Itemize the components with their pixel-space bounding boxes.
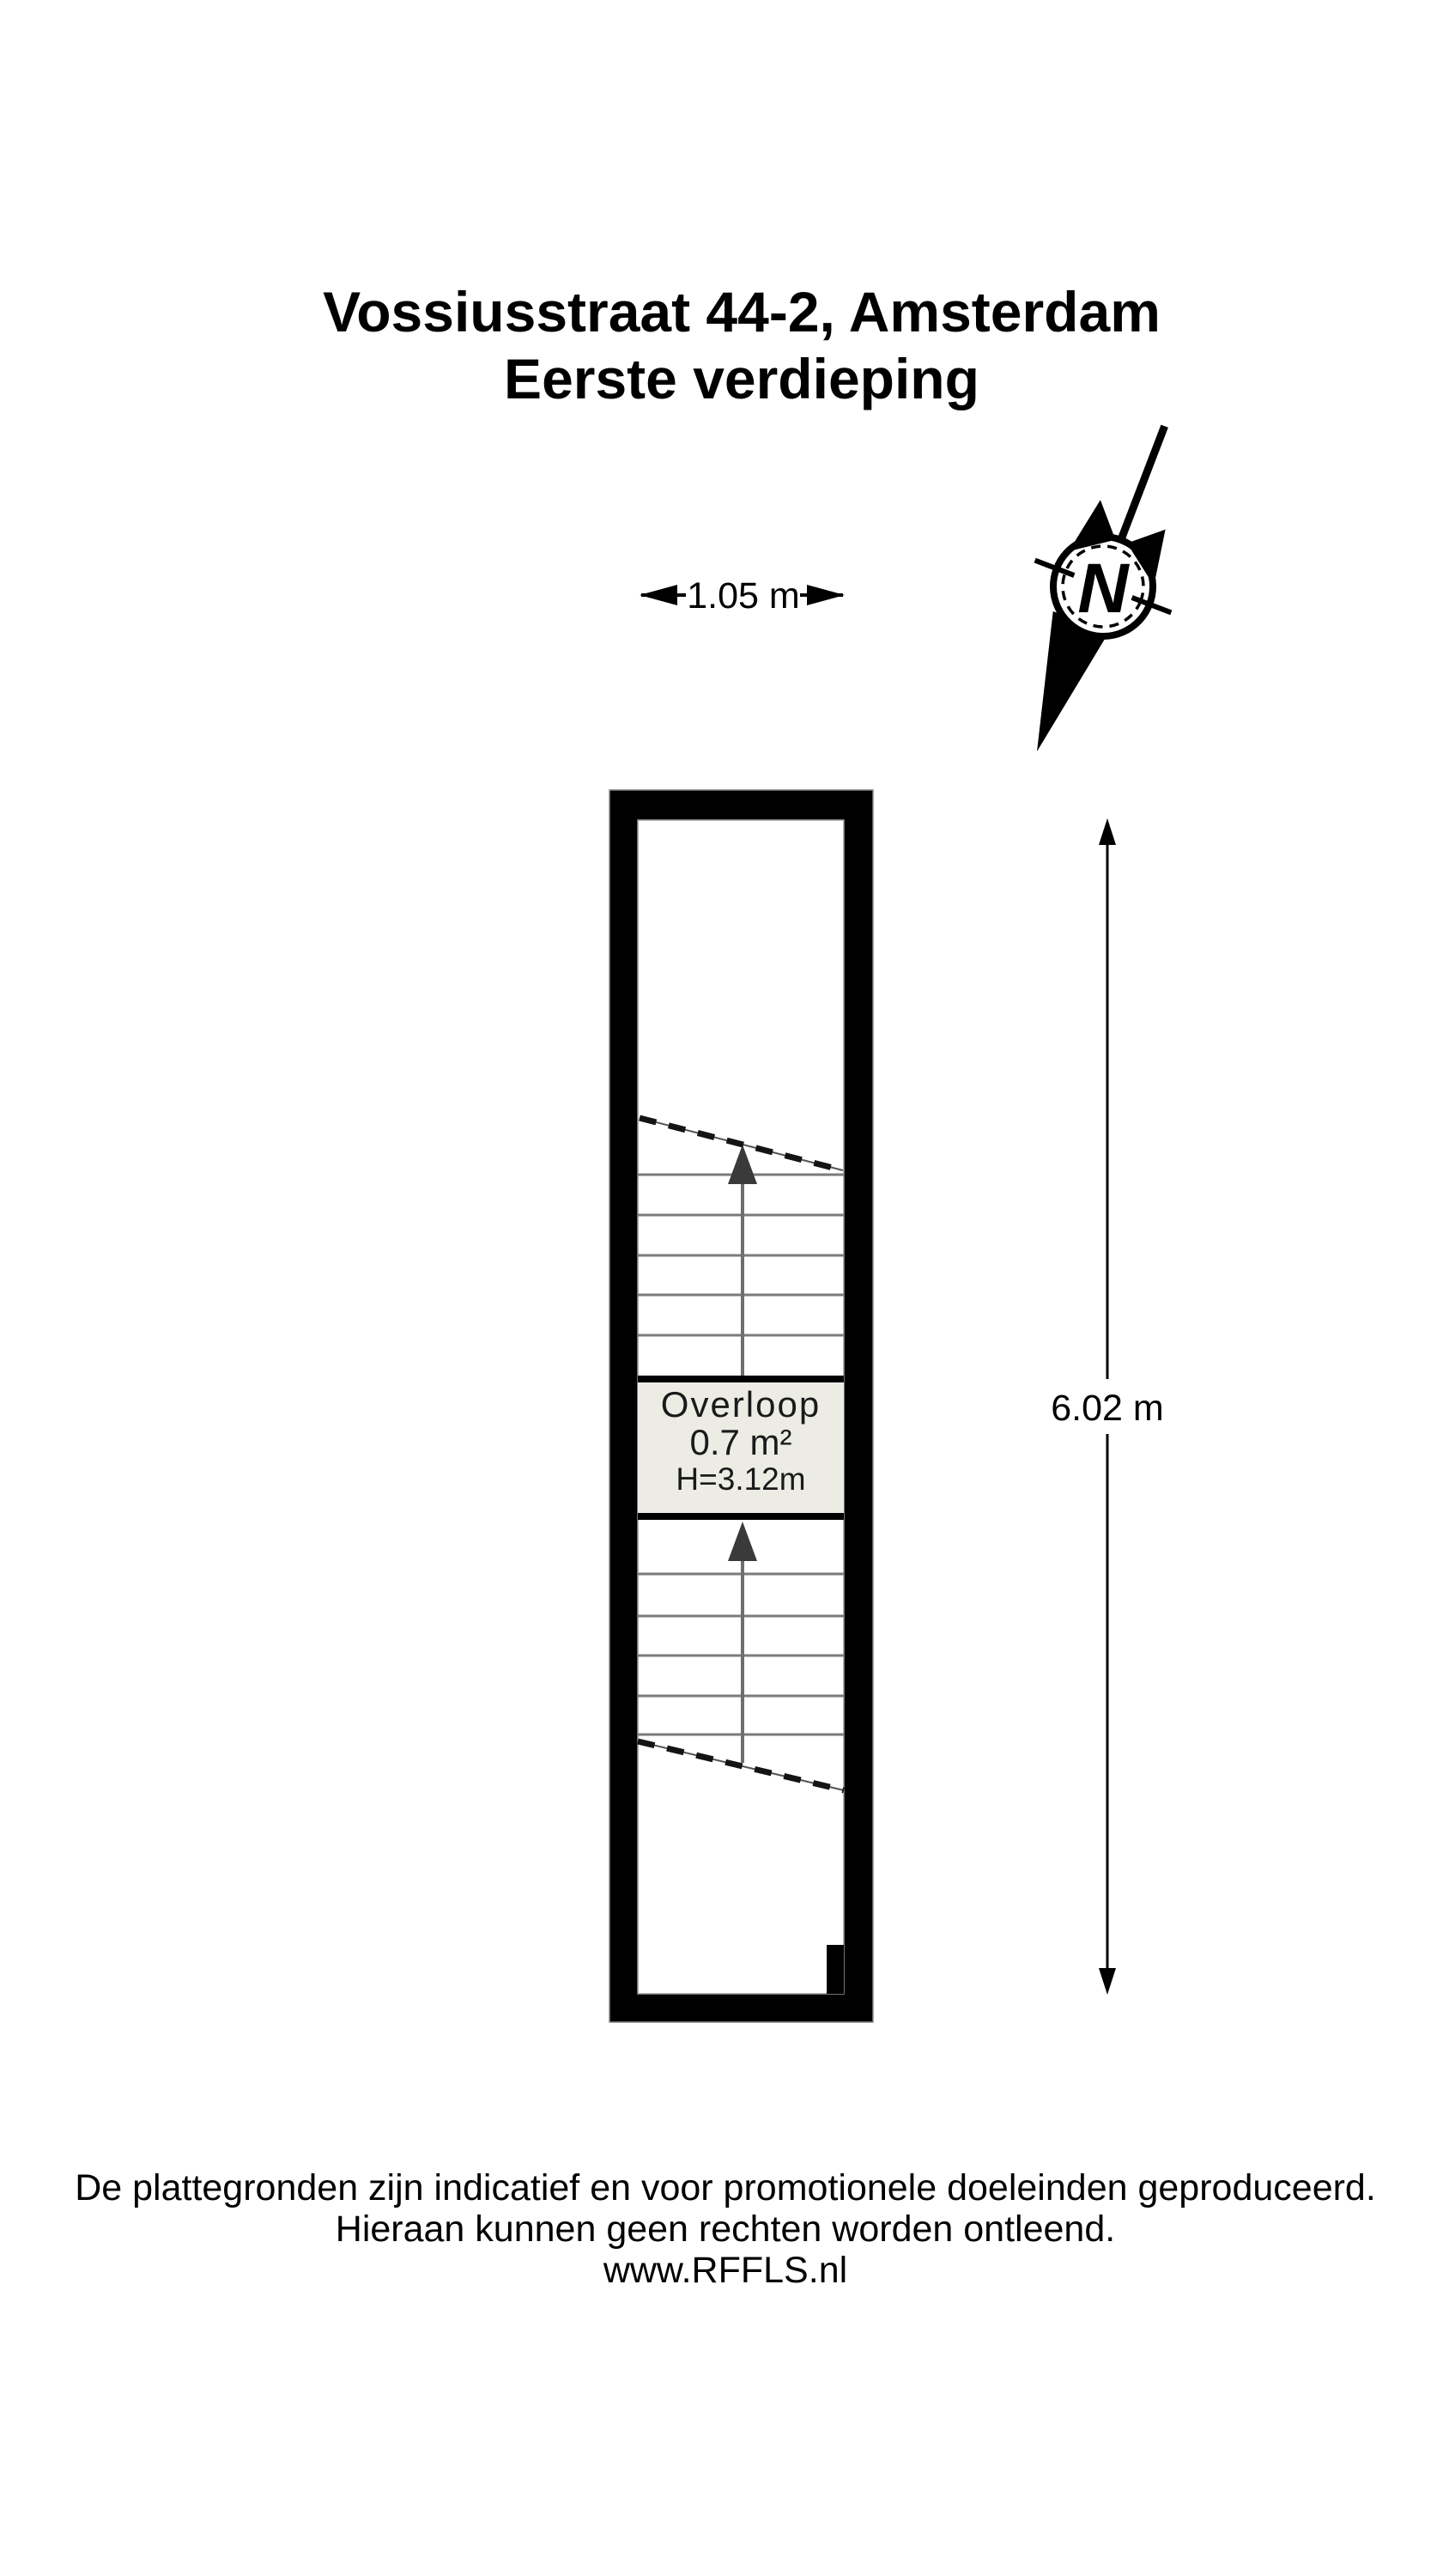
page-title: Vossiusstraat 44-2, Amsterdam	[323, 280, 1161, 343]
room-top-border	[638, 1376, 844, 1382]
room-name: Overloop	[660, 1384, 822, 1425]
room-bottom-border	[638, 1513, 844, 1520]
arrow-right-icon	[807, 585, 845, 605]
arrow-left-icon	[640, 585, 677, 605]
arrow-up-icon	[1099, 818, 1116, 845]
north-compass-icon	[971, 400, 1233, 779]
room-label	[661, 1385, 821, 1498]
disclaimer-line-1: De plattegronden zijn indicatief en voor promotionele doeleinden geproduceerd.	[75, 2167, 1376, 2208]
wall-notch	[827, 1945, 844, 1994]
room-ceiling-height: H=3.12m	[676, 1461, 806, 1497]
disclaimer-line-2: Hieraan kunnen geen rechten worden ontleend.	[335, 2208, 1116, 2250]
arrow-down-icon	[1099, 1968, 1116, 1995]
disclaimer-url: www.RFFLS.nl	[603, 2250, 848, 2291]
compass-north-label: N	[1077, 550, 1129, 628]
disclaimer	[75, 2167, 1376, 2291]
height-dimension-label: 6.02 m	[1051, 1388, 1164, 1429]
width-dimension-label: 1.05 m	[687, 575, 800, 617]
room-area: 0.7 m²	[689, 1422, 792, 1462]
page-subtitle: Eerste verdieping	[504, 347, 979, 410]
